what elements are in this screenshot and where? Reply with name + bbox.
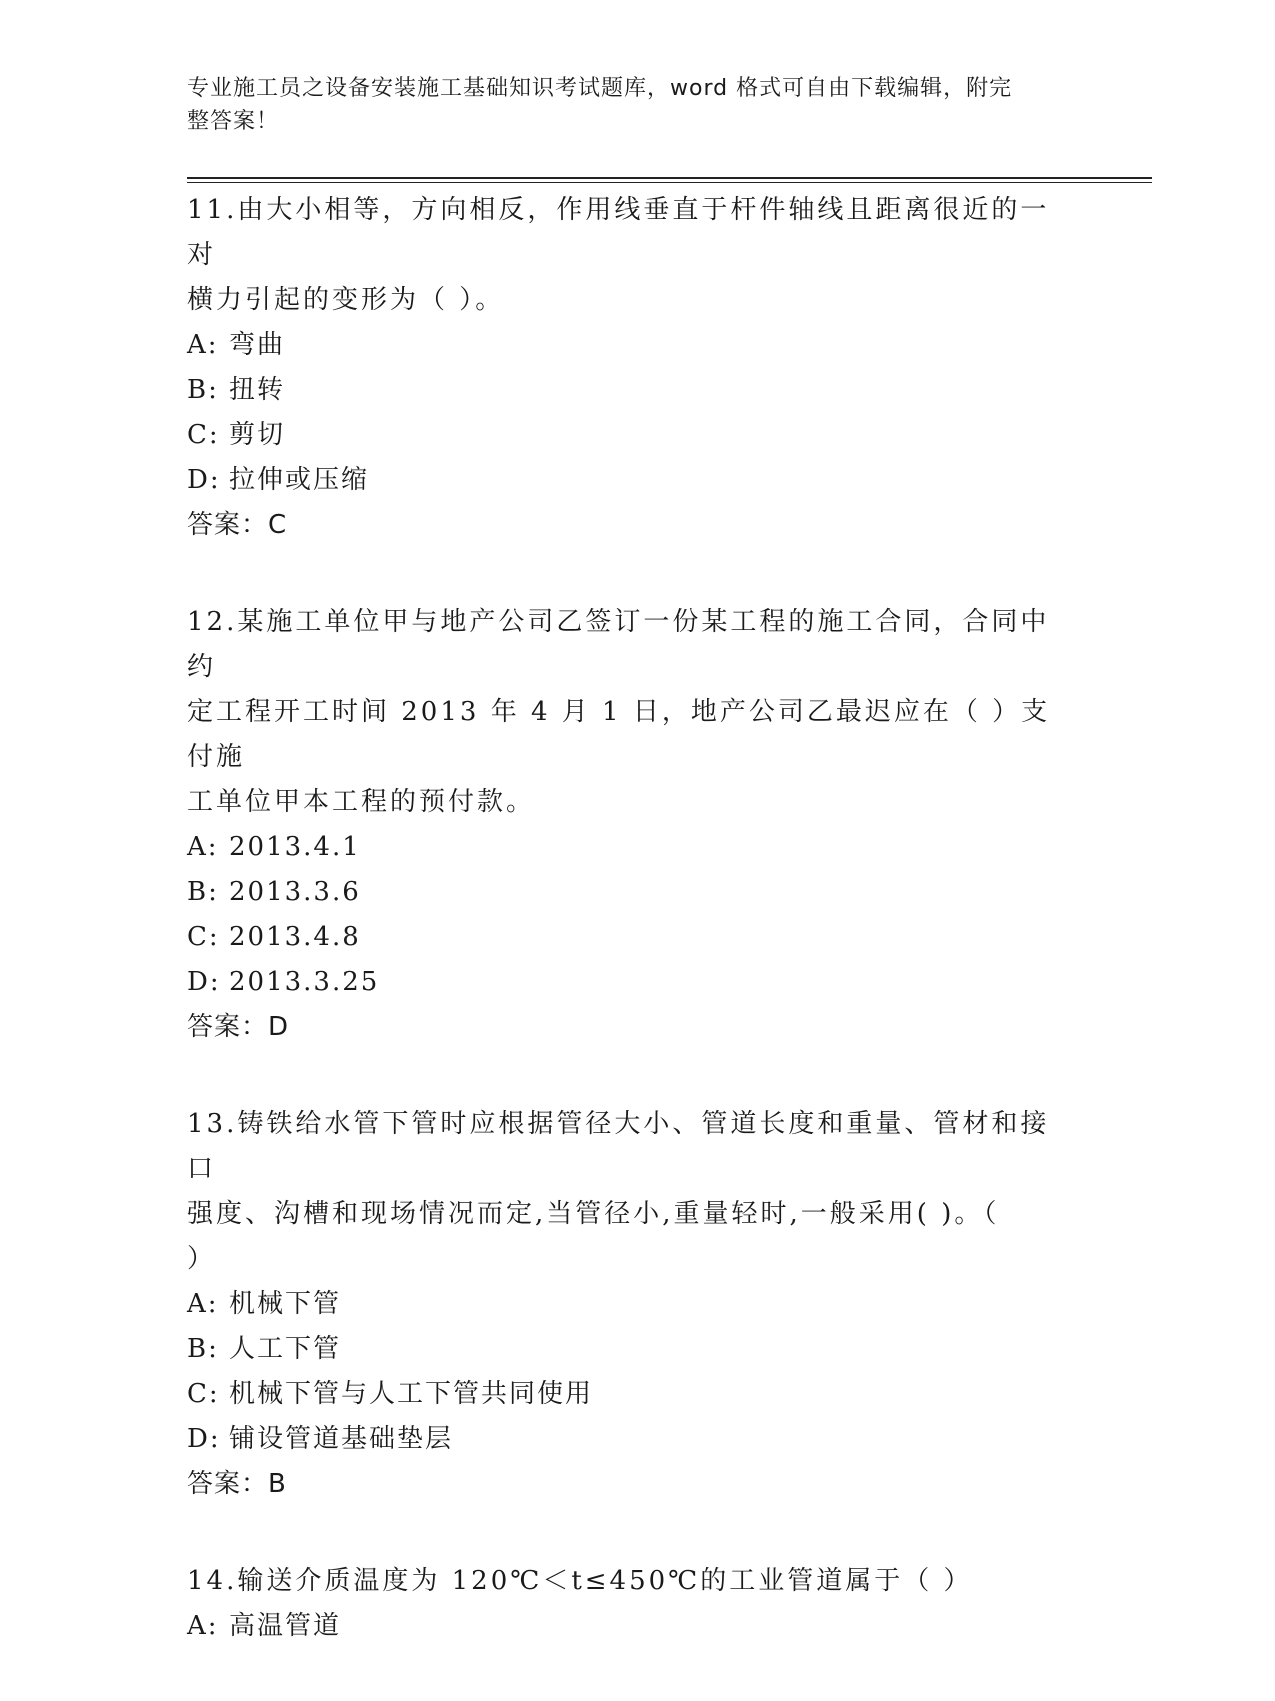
option-letter: A: <box>187 832 219 862</box>
option-letter: B: <box>187 375 219 405</box>
header-line-1: 专业施工员之设备安装施工基础知识考试题库，word 格式可自由下载编辑，附完 <box>187 76 1013 101</box>
option-letter: C: <box>187 1379 220 1409</box>
option-a <box>187 1282 1067 1327</box>
option-text: 高温管道 <box>229 1611 342 1641</box>
option-c <box>187 413 1067 458</box>
option-d <box>187 1417 1067 1462</box>
option-b <box>187 1327 1067 1372</box>
option-letter: A: <box>187 1289 219 1319</box>
option-d <box>187 458 1067 503</box>
option-text: 2013.4.8 <box>229 922 361 952</box>
answer-line: 答案：B <box>187 1469 287 1499</box>
option-text: 2013.3.6 <box>229 877 361 907</box>
option-b <box>187 870 1067 915</box>
option-text: 扭转 <box>229 375 286 405</box>
option-text: 铺设管道基础垫层 <box>229 1424 454 1454</box>
option-letter: D: <box>187 967 221 997</box>
question-text-line: 工单位甲本工程的预付款。 <box>187 787 536 817</box>
option-text: 剪切 <box>229 420 286 450</box>
header-divider-thin <box>187 182 1152 183</box>
question-13 <box>187 1102 1067 1507</box>
question-text-line: 强度、沟槽和现场情况而定,当管径小,重量轻时,一般采用( )。（ <box>187 1199 1000 1229</box>
question-14 <box>187 1559 1067 1649</box>
question-text-line: 13.铸铁给水管下管时应根据管径大小、管道长度和重量、管材和接口 <box>187 1109 1050 1184</box>
question-text-line: 12.某施工单位甲与地产公司乙签订一份某工程的施工合同，合同中约 <box>187 607 1050 682</box>
option-letter: D: <box>187 465 221 495</box>
option-letter: C: <box>187 420 220 450</box>
option-text: 2013.3.25 <box>229 967 380 997</box>
option-a <box>187 323 1067 368</box>
option-text: 拉伸或压缩 <box>229 465 370 495</box>
answer-line: 答案：C <box>187 510 288 540</box>
option-d <box>187 960 1067 1005</box>
option-text: 机械下管 <box>229 1289 342 1319</box>
header-line-2: 整答案！ <box>187 109 280 134</box>
option-letter: C: <box>187 922 220 952</box>
option-text: 弯曲 <box>229 330 286 360</box>
option-c <box>187 915 1067 960</box>
option-a <box>187 825 1067 870</box>
option-letter: B: <box>187 877 219 907</box>
option-letter: B: <box>187 1334 219 1364</box>
header-divider-thick <box>187 177 1152 179</box>
question-text-line: 14.输送介质温度为 120℃＜t≤450℃的工业管道属于（ ） <box>187 1566 973 1596</box>
option-text: 机械下管与人工下管共同使用 <box>229 1379 594 1409</box>
option-a <box>187 1604 1067 1649</box>
question-text-line: 定工程开工时间 2013 年 4 月 1 日，地产公司乙最迟应在（ ）支付施 <box>187 697 1051 772</box>
question-12 <box>187 600 1067 1050</box>
option-text: 人工下管 <box>229 1334 342 1364</box>
option-b <box>187 368 1067 413</box>
question-text-line: 横力引起的变形为（ ）。 <box>187 285 505 315</box>
option-text: 2013.4.1 <box>229 832 361 862</box>
question-list <box>187 188 1067 1701</box>
option-letter: D: <box>187 1424 221 1454</box>
option-letter: A: <box>187 1611 219 1641</box>
option-letter: A: <box>187 330 219 360</box>
document-header <box>187 72 1067 138</box>
answer-line: 答案：D <box>187 1012 290 1042</box>
option-c <box>187 1372 1067 1417</box>
question-text-line: ） <box>187 1244 217 1274</box>
question-text-line: 11.由大小相等，方向相反，作用线垂直于杆件轴线且距离很近的一对 <box>187 195 1050 270</box>
question-11 <box>187 188 1067 548</box>
